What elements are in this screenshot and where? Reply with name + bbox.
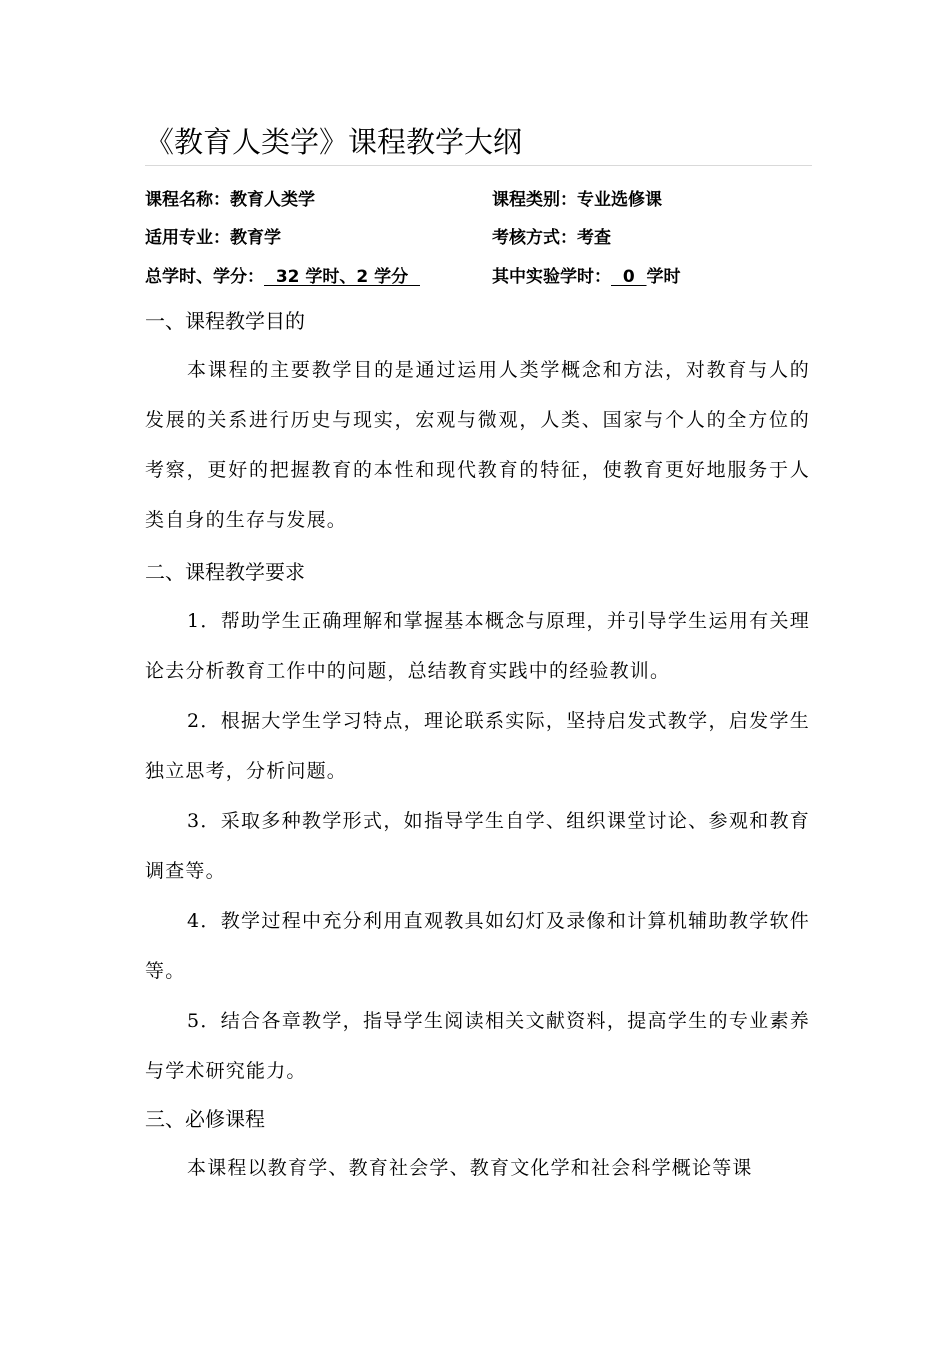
paragraph: 本课程的主要教学目的是通过运用人类学概念和方法，对教育与人的发展的关系进行历史与现实，宏观与微观，人类、国家与个人的全方位的考察，更好的把握教育的本性和现代教育的特征，使教育更好地服务于人类自身的生存与发展。 xyxy=(145,359,810,531)
section-heading: 二、课程教学要求 xyxy=(145,560,305,584)
document-title: 《教育人类学》课程教学大纲 xyxy=(145,125,523,159)
total-hours-label: 总学时、学分： xyxy=(145,267,264,287)
paragraph: 本课程以教育学、教育社会学、教育文化学和社会科学概论等课 xyxy=(187,1157,753,1179)
lab-hours xyxy=(492,265,681,289)
total-hours-credits xyxy=(145,265,420,289)
paragraph: 2．根据大学生学习特点，理论联系实际，坚持启发式教学，启发学生独立思考，分析问题。 xyxy=(145,710,810,782)
paragraph: 5．结合各章教学，指导学生阅读相关文献资料，提高学生的专业素养与学术研究能力。 xyxy=(145,1010,810,1082)
paragraph: 3．采取多种教学形式，如指导学生自学、组织课堂讨论、参观和教育调查等。 xyxy=(145,810,810,882)
applicable-major: 适用专业：教育学 xyxy=(145,228,281,248)
paragraph: 1．帮助学生正确理解和掌握基本概念与原理，并引导学生运用有关理论去分析教育工作中的问题，总结教育实践中的经验教训。 xyxy=(145,610,810,682)
assessment-method: 考核方式：考查 xyxy=(492,228,611,248)
title-divider xyxy=(145,165,812,166)
lab-hours-value: 0 xyxy=(611,267,647,287)
lab-hours-label: 其中实验学时： xyxy=(492,267,611,287)
total-hours-value: 32 学时、2 学分 xyxy=(264,267,420,287)
paragraph: 4．教学过程中充分利用直观教具如幻灯及录像和计算机辅助教学软件等。 xyxy=(145,910,810,982)
course-type: 课程类别：专业选修课 xyxy=(492,190,662,210)
section-heading: 三、必修课程 xyxy=(145,1107,265,1131)
lab-hours-unit: 学时 xyxy=(646,267,681,287)
course-name: 课程名称：教育人类学 xyxy=(145,190,315,210)
section-heading: 一、课程教学目的 xyxy=(145,309,305,333)
